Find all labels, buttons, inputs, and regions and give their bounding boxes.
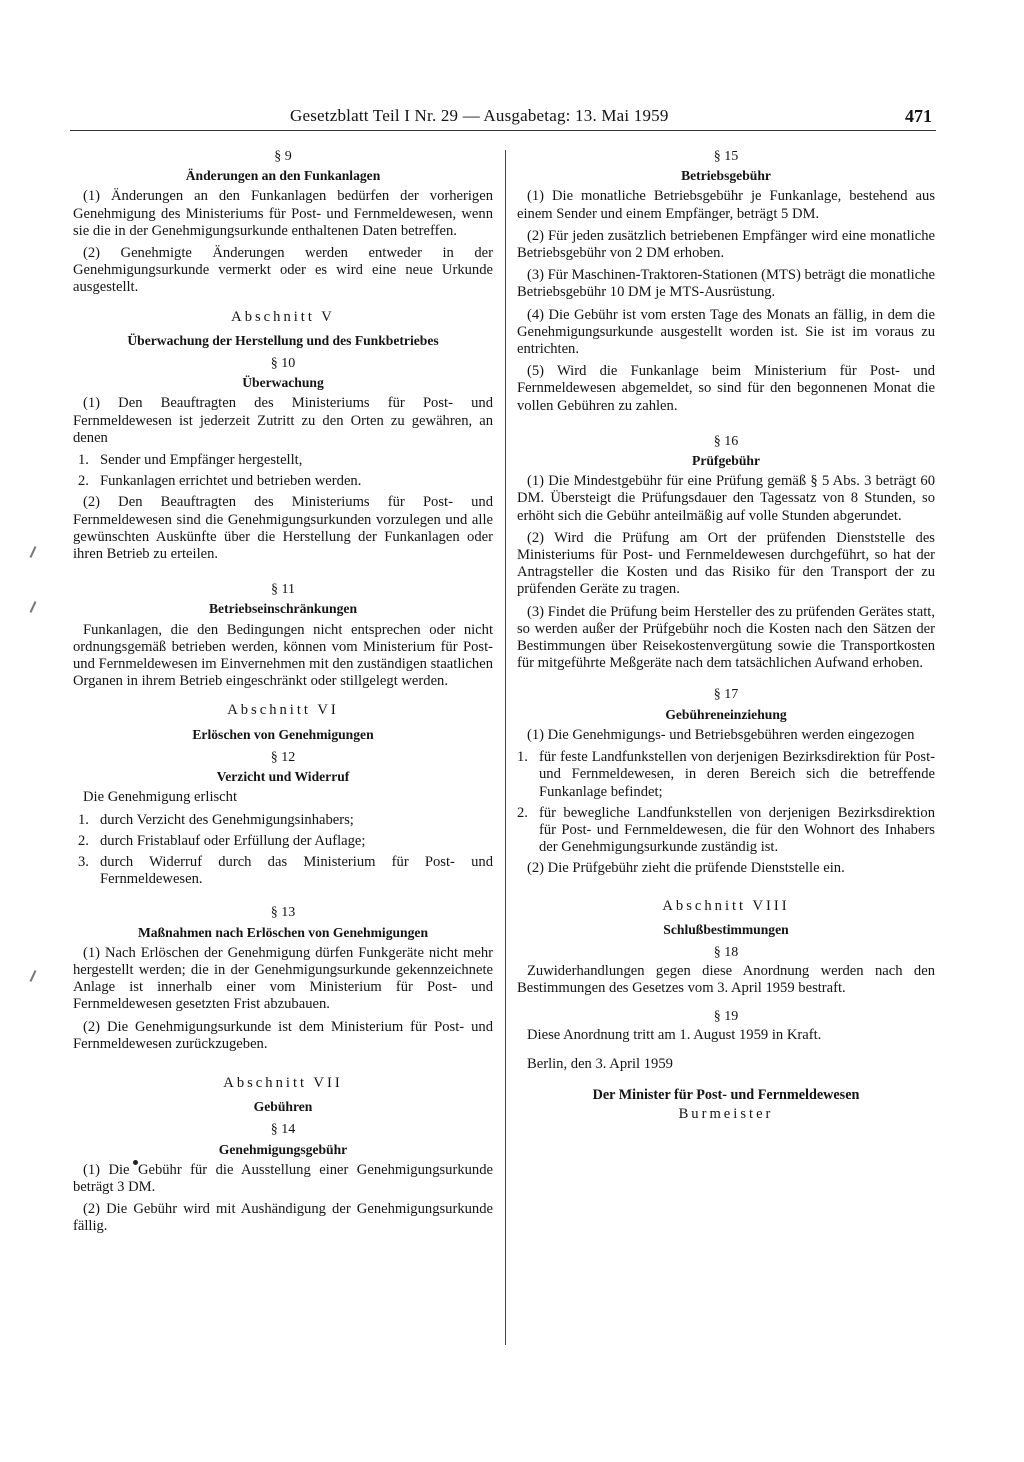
section-title: Prüfgebühr <box>692 453 760 469</box>
section-number: § 13 <box>270 905 296 921</box>
section-number: § 17 <box>713 687 739 703</box>
list-item <box>78 812 493 829</box>
abschnitt-label: Abschnitt V <box>231 308 335 325</box>
section-number: § 15 <box>713 149 739 164</box>
margin-mark <box>30 546 37 558</box>
header-rule <box>70 130 936 131</box>
section-number: § 14 <box>270 1122 296 1138</box>
paragraph: (2) Für jeden zusätzlich betriebenen Empfänger wird eine monatliche Betriebsgebühr von 2 DM erhoben. <box>517 227 935 262</box>
list-item-text: durch Fristablauf oder Erfüllung der Auflage; <box>100 832 366 849</box>
paragraph: (1) Änderungen an den Funkanlagen bedürfen der vorherigen Genehmigung des Ministeriums für Post- und Fernmeldewesen, wenn sie die in der Genehmigungsurkunde enthaltenen Daten betreffen. <box>73 188 493 239</box>
paragraph: (1) Nach Erlöschen der Genehmigung dürfen Funkgeräte nicht mehr hergestellt werden; die in der Genehmigungsurkunde gekennzeichnete Anlage ist innerhalb einer vom Ministerium für Post- und Fernmeldewesen gesetzten Frist abzubauen. <box>73 944 493 1013</box>
paragraph: Diese Anordnung tritt am 1. August 1959 in Kraft. <box>527 1026 822 1043</box>
paragraph: (1) Die Genehmigungs- und Betriebsgebühren werden eingezogen <box>527 726 915 743</box>
abschnitt-label: Abschnitt VI <box>227 702 339 719</box>
paragraph: (4) Die Gebühr ist vom ersten Tage des Monats an fällig, in dem die Genehmigungsurkunde ausgestellt worden ist. Sie ist im voraus zu entrichten. <box>517 306 935 358</box>
paragraph: (1) Die Gebühr für die Ausstellung einer Genehmigungsurkunde beträgt 3 DM. <box>73 1161 493 1195</box>
signature-title: Der Minister für Post- und Fernmeldewesen <box>592 1087 860 1104</box>
margin-mark <box>30 601 37 613</box>
list-item <box>78 452 493 469</box>
paragraph: (3) Findet die Prüfung beim Hersteller des zu prüfenden Gerätes statt, so werden außer der Prüfgebühr noch die Kosten nach den Sätzen der Bestimmungen über Reisekostenvergütung sowie die Transportkosten für mitgeführte Meßgeräte nach dem tatsächlichen Aufwand erhoben. <box>517 603 935 672</box>
section-title: Überwachung <box>242 375 324 391</box>
section-title: Betriebsgebühr <box>681 168 771 184</box>
right-column <box>517 148 935 1124</box>
header-title: Gesetzblatt Teil I Nr. 29 — Ausgabetag: 13. Mai 1959 <box>290 106 669 125</box>
paragraph: Die Genehmigung erlischt <box>83 789 238 806</box>
column-divider <box>505 150 506 1345</box>
paragraph: (1) Die Mindestgebühr für eine Prüfung gemäß § 5 Abs. 3 beträgt 60 DM. Übersteigt die Prüfungsdauer den Tagessatz von 8 Stunden, so erhöht sich die Gebühr anteilmäßig auf volle Stunden abgerundet. <box>517 473 935 524</box>
section-title: Betriebseinschränkungen <box>208 601 358 617</box>
section-number: § 11 <box>271 582 295 598</box>
signature-name: Burmeister <box>678 1106 774 1123</box>
paragraph: (2) Genehmigte Änderungen werden entweder in der Genehmigungsurkunde vermerkt oder es wird eine neue Urkunde ausgestellt. <box>73 245 493 296</box>
list-item-number: 1. <box>78 452 89 469</box>
paragraph: (2) Wird die Prüfung am Ort der prüfenden Dienststelle des Ministeriums für Post- und Fernmeldewesen durchgeführt, so hat der Antragsteller die Kosten und das Risiko für den Transport der zu prüfenden Geräte zu tragen. <box>517 529 935 598</box>
abschnitt-title: Überwachung der Herstellung und des Funkbetriebes <box>127 332 439 348</box>
list-item-text: Sender und Empfänger hergestellt, <box>100 452 303 469</box>
paragraph: (2) Die Gebühr wird mit Aushändigung der Genehmigungsurkunde fällig. <box>73 1201 493 1235</box>
list-item-number: 1. <box>78 811 89 828</box>
list-item-number: 2. <box>78 832 89 849</box>
paragraph: (5) Wird die Funkanlage beim Ministerium für Post- und Fernmeldewesen abgemeldet, so sind für den begonnenen Monat die vollen Gebühren zu zahlen. <box>517 363 935 414</box>
paragraph: (1) Die monatliche Betriebsgebühr je Funkanlage, bestehend aus einem Sender und einem Empfänger, beträgt 5 DM. <box>517 188 935 222</box>
abschnitt-label: Abschnitt VIII <box>662 897 790 914</box>
paragraph: (1) Den Beauftragten des Ministeriums für Post- und Fernmeldewesen ist jederzeit Zutritt zu den Orten zu gewähren, an denen <box>73 395 493 446</box>
abschnitt-label: Abschnitt VII <box>223 1074 343 1091</box>
paragraph: (2) Die Genehmigungsurkunde ist dem Ministerium für Post- und Fernmeldewesen zurückzugeben. <box>73 1018 493 1052</box>
abschnitt-title: Gebühren <box>253 1099 313 1115</box>
list-item-number: 2. <box>517 804 528 821</box>
margin-mark <box>30 970 37 982</box>
paragraph: (3) Für Maschinen-Traktoren-Stationen (MTS) beträgt die monatliche Betriebsgebühr 10 DM je MTS-Ausrüstung. <box>517 267 935 301</box>
list-item-number: 3. <box>78 853 89 870</box>
section-title: Maßnahmen nach Erlöschen von Genehmigungen <box>137 924 429 940</box>
section-number: § 16 <box>713 433 739 449</box>
paragraph: (2) Den Beauftragten des Ministeriums für Post- und Fernmeldewesen sind die Genehmigungsurkunden vorzulegen und alle gewünschten Auskünfte über die Herstellung der Funkanlagen oder ihren Betrieb zu erteilen. <box>73 494 493 563</box>
page-header <box>70 106 936 132</box>
paragraph: Funkanlagen, die den Bedingungen nicht entsprechen oder nicht ordnungsgemäß betrieben werden, können vom Ministerium für Post- und Fernmeldewesen im Einvernehmen mit den zuständigen staatlichen Organen in ihrem Betrieb eingeschränkt oder stillgelegt werden. <box>73 621 493 690</box>
list-item-number: 2. <box>78 473 89 490</box>
left-column <box>73 148 493 1241</box>
section-title: Genehmigungsgebühr <box>218 1141 348 1157</box>
list-item-text: durch Widerruf durch das Ministerium für Post- und Fernmeldewesen. <box>100 853 493 888</box>
section-number: § 12 <box>270 749 296 765</box>
list-item-text: für bewegliche Landfunkstellen von derjenigen Bezirksdirektion für Post- und Fernmeldewesen, die für den Wohnort des Inhabers der Genehmigungsurkunde zuständig ist. <box>539 804 935 856</box>
list-item <box>78 473 493 490</box>
list-item <box>78 833 493 850</box>
list-item-number: 1. <box>517 749 528 766</box>
paragraph: (2) Die Prüfgebühr zieht die prüfende Dienststelle ein. <box>527 860 845 877</box>
section-number: § 9 <box>274 149 292 164</box>
section-number: § 10 <box>270 356 296 372</box>
list-item <box>517 749 935 801</box>
section-number: § 18 <box>713 944 739 960</box>
section-title: Gebühreneinziehung <box>665 706 787 722</box>
abschnitt-title: Schlußbestimmungen <box>663 921 789 937</box>
list-item-text: für feste Landfunkstellen von derjenigen Bezirksdirektion für Post- und Fernmeldewesen, in deren Bereich sich die betreffende Funkanlage befindet; <box>539 749 935 800</box>
abschnitt-title: Erlöschen von Genehmigungen <box>192 726 374 742</box>
page-number: 471 <box>905 106 932 126</box>
section-title: Verzicht und Widerruf <box>216 769 350 785</box>
paragraph: Zuwiderhandlungen gegen diese Anordnung werden nach den Bestimmungen des Gesetzes vom 3. April 1959 bestraft. <box>517 963 935 997</box>
section-number: § 19 <box>713 1008 739 1024</box>
list-item-text: durch Verzicht des Genehmigungsinhabers; <box>100 811 354 828</box>
section-title: Änderungen an den Funkanlagen <box>185 168 381 184</box>
place-date: Berlin, den 3. April 1959 <box>527 1055 673 1072</box>
list-item <box>517 805 935 857</box>
list-item <box>78 854 493 888</box>
list-item-text: Funkanlagen errichtet und betrieben werden. <box>100 473 362 490</box>
